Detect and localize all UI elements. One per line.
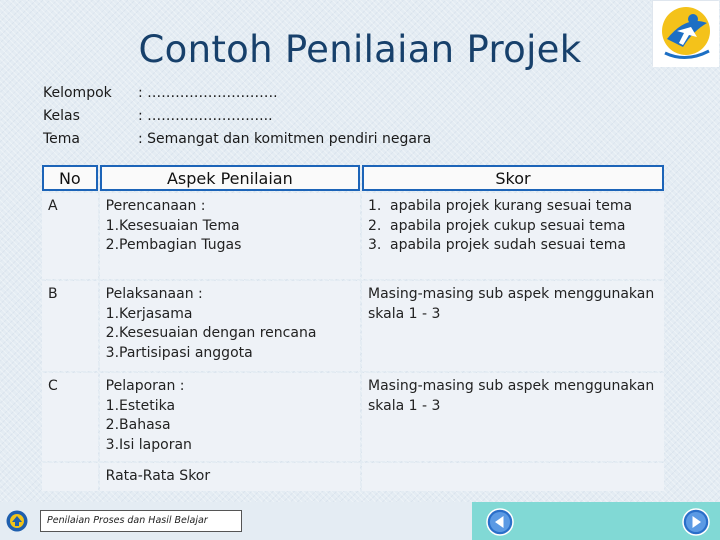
average-label: Rata-Rata Skor	[105, 468, 211, 484]
aspek-line: Pelaksanaan :	[105, 286, 203, 302]
page-title: Contoh Penilaian Projek	[138, 28, 582, 71]
aspek-line: Perencanaan :	[105, 198, 206, 214]
skor-line: Masing-masing sub aspek menggunakan	[368, 378, 655, 394]
skor-item	[368, 217, 658, 237]
skor-text: apabila projek sudah sesuai tema	[390, 237, 626, 253]
info-row-kelas	[43, 105, 431, 128]
cell-no	[42, 463, 98, 491]
cell-skor	[362, 373, 664, 461]
cell-no: B	[42, 281, 98, 371]
cell-aspek	[100, 373, 360, 461]
info-label: Tema	[43, 131, 81, 147]
assessment-table	[40, 163, 666, 493]
skor-list	[368, 197, 658, 256]
info-row-tema	[43, 128, 431, 151]
table-row-average	[42, 463, 664, 491]
skor-number: 1.	[368, 198, 382, 214]
aspek-line: 2.Pembagian Tugas	[105, 237, 242, 253]
aspek-line: 3.Isi laporan	[105, 436, 192, 453]
skor-line: Masing-masing sub aspek menggunakan	[368, 286, 655, 302]
info-label: Kelompok	[43, 85, 112, 101]
aspek-line: Pelaporan :	[105, 378, 185, 394]
cell-aspek	[100, 193, 360, 279]
table-row	[42, 373, 664, 461]
info-label: Kelas	[43, 108, 80, 124]
header-no: No	[42, 165, 98, 191]
skor-text: apabila projek cukup sesuai tema	[390, 217, 626, 234]
table-header-row	[42, 165, 664, 191]
skor-number: 2.	[368, 217, 382, 234]
header-skor: Skor	[362, 165, 664, 191]
aspek-line: 2.Bahasa	[105, 417, 171, 433]
info-value: : Semangat dan komitmen pendiri negara	[138, 131, 432, 147]
table-row	[42, 193, 664, 279]
cell-skor	[362, 281, 664, 371]
aspek-line: 3.Partisipasi anggota	[105, 344, 253, 361]
skor-text: apabila projek kurang sesuai tema	[390, 198, 633, 214]
skor-line: skala 1 - 3	[368, 305, 441, 322]
cell-skor	[362, 463, 664, 491]
cell-skor	[362, 193, 664, 279]
footer-bar	[0, 502, 720, 540]
arrow-left-icon	[486, 508, 514, 536]
info-value: : ……………………….	[138, 85, 278, 101]
skor-item	[368, 236, 658, 256]
aspek-line: 1.Kesesuaian Tema	[105, 217, 240, 234]
cell-no: A	[42, 193, 98, 279]
kurikulum-logo-icon	[652, 0, 718, 66]
info-block	[43, 82, 431, 151]
cell-no: C	[42, 373, 98, 461]
arrow-right-icon	[682, 508, 710, 536]
header-aspek: Aspek Penilaian	[100, 165, 360, 191]
skor-item	[368, 197, 658, 217]
next-slide-button[interactable]	[682, 508, 710, 536]
info-value: : ……………………...	[138, 108, 273, 124]
aspek-line: 1.Estetika	[105, 397, 176, 414]
aspek-line: 1.Kerjasama	[105, 305, 193, 322]
skor-number: 3.	[368, 237, 382, 253]
cell-aspek	[100, 281, 360, 371]
footer-label: Penilaian Proses dan Hasil Belajar	[40, 510, 242, 532]
kemdikbud-logo-icon	[6, 510, 28, 532]
table-row	[42, 281, 664, 371]
cell-aspek	[100, 463, 360, 491]
skor-line: skala 1 - 3	[368, 397, 441, 414]
prev-slide-button[interactable]	[486, 508, 514, 536]
aspek-line: 2.Kesesuaian dengan rencana	[105, 325, 317, 341]
info-row-kelompok	[43, 82, 431, 105]
